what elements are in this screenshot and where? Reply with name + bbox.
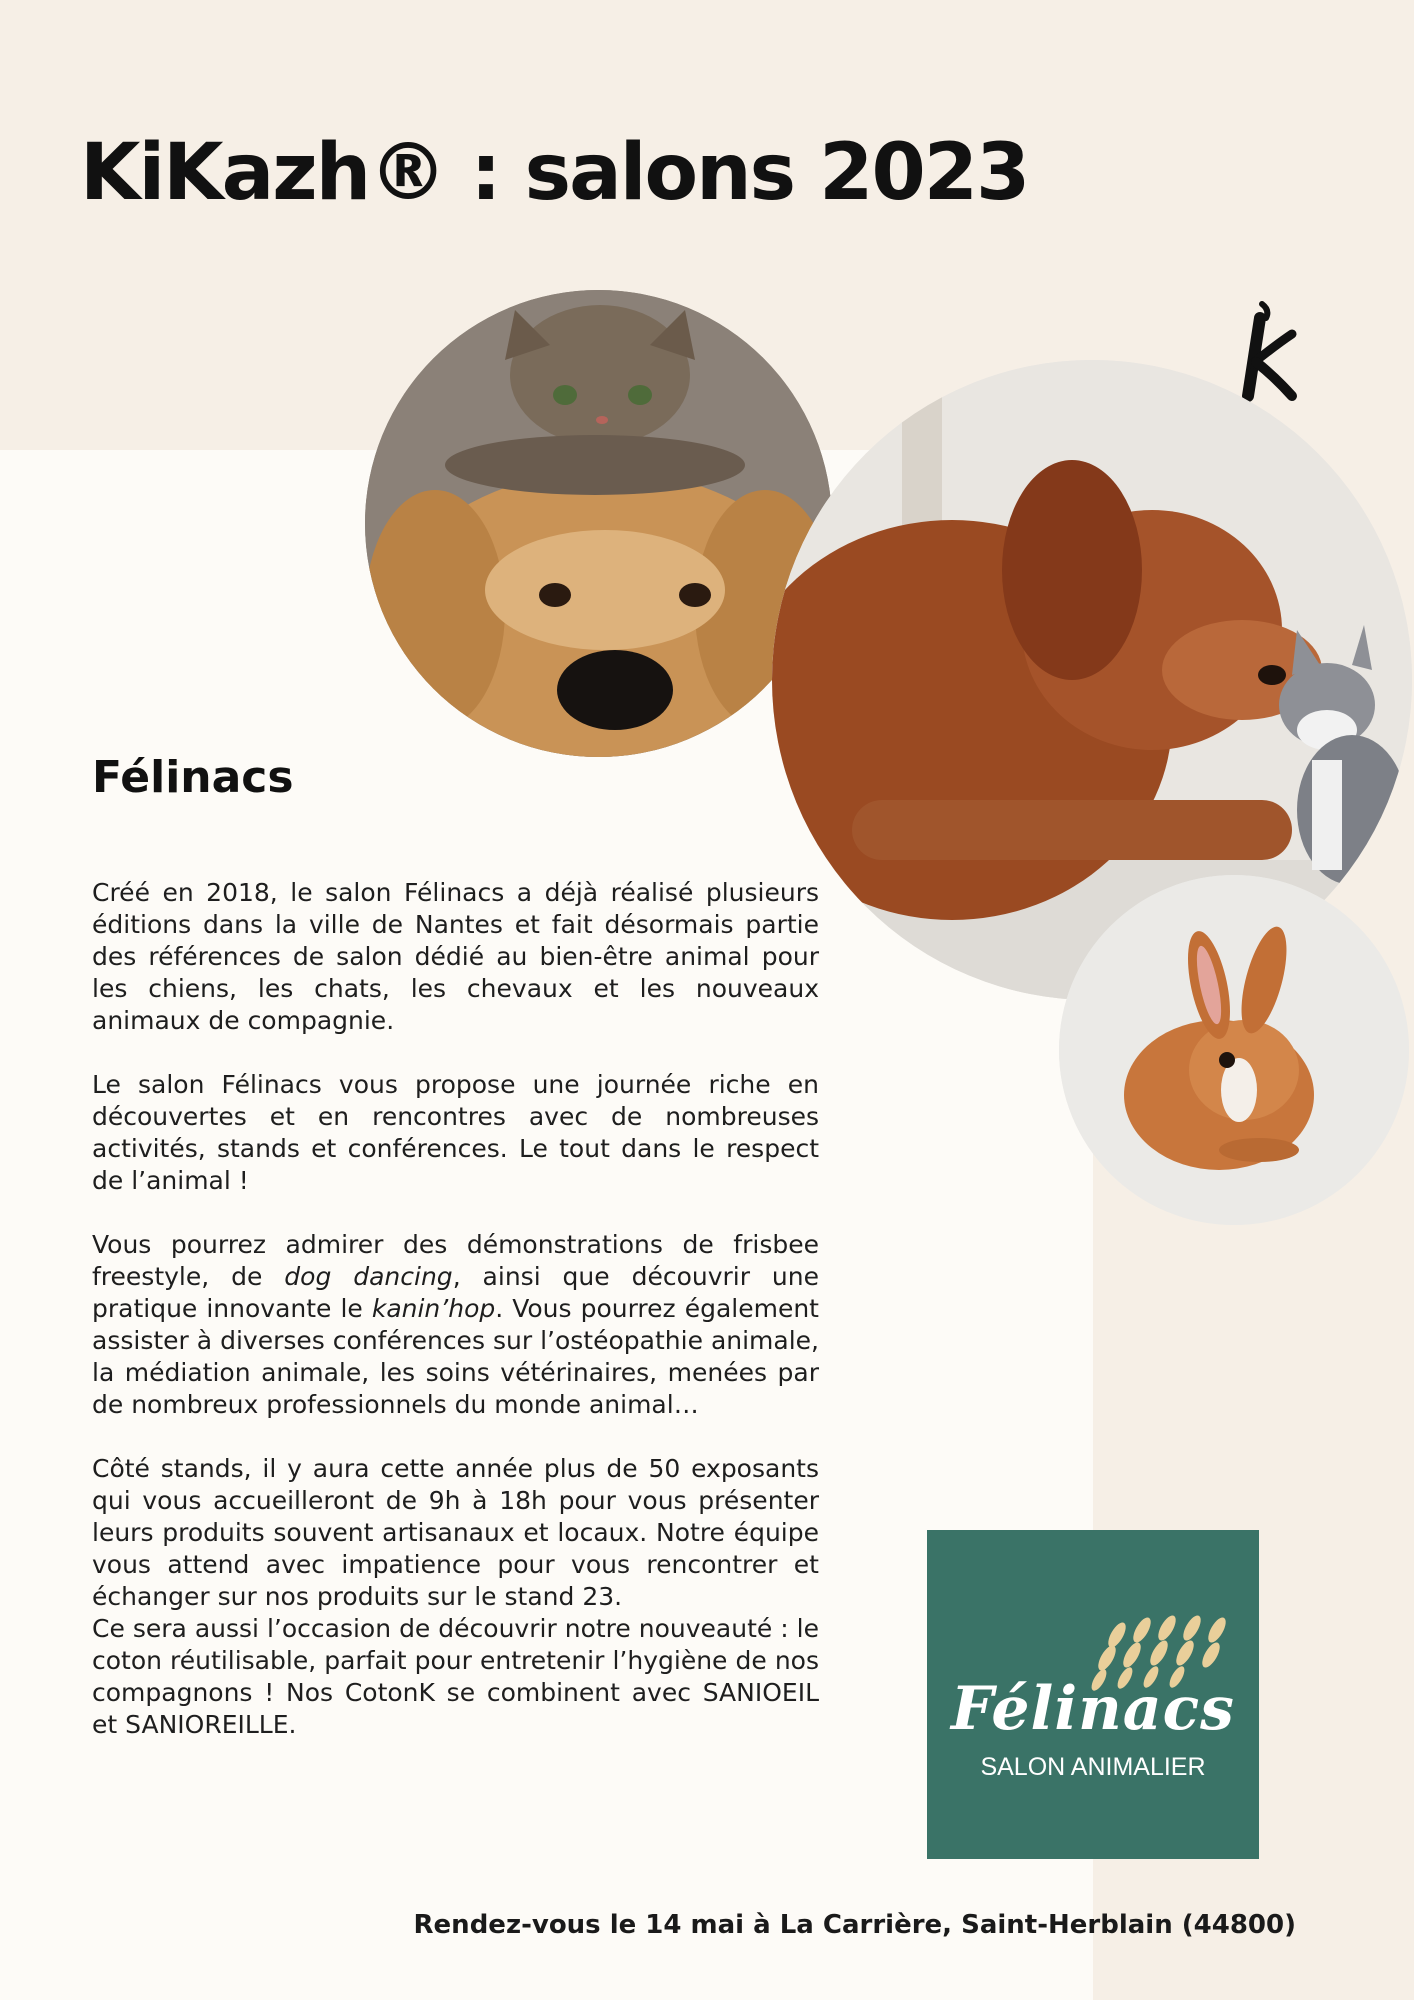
felinacs-logo xyxy=(927,1530,1259,1859)
text-span: Vous pourrez admirer des démonstrations de frisbee freestyle, de xyxy=(92,1230,819,1291)
paragraph-intro: Créé en 2018, le salon Félinacs a déjà réalisé plusieurs éditions dans la ville de Nantes et fait désormais partie des références de salon dédié au bien-être animal pour les chiens, les chats, les chevaux et les nouveaux animaux de compagnie. xyxy=(92,878,819,1035)
emphasis-text: dog dancing xyxy=(284,1262,453,1291)
paragraph-program: Le salon Félinacs vous propose une journée riche en découvertes et en rencontres avec de nombreuses activités, stands et conférences. Le tout dans le respect de l’animal ! xyxy=(92,1070,819,1195)
logo-subtitle: SALON ANIMALIER xyxy=(980,1753,1206,1781)
paragraph-stands: Côté stands, il y aura cette année plus de 50 exposants qui vous accueilleront de 9h à 18h pour vous présenter leurs produits souvent artisanaux et locaux. Notre équipe vous attend avec impatience pour vous rencontrer et échanger sur nos produits sur le stand 23. xyxy=(92,1454,819,1611)
text-span: . Vous pourrez également assister à diverses conférences sur l’ostéopathie animale, la médiation animale, les soins vétérinaires, menées par de nombreux professionnels du monde animal… xyxy=(92,1294,819,1419)
emphasis-text: kanin’hop xyxy=(371,1294,496,1323)
text-span: , ainsi que découvrir une pratique innovante le xyxy=(92,1262,819,1323)
logo-name: Félinacs xyxy=(951,1674,1235,1744)
rabbit-photo xyxy=(1059,875,1409,1225)
section-heading: Félinacs xyxy=(92,752,294,803)
page-title: KiKazh® : salons 2023 xyxy=(80,128,1029,218)
kitten-on-dog-photo xyxy=(365,290,832,757)
article-body xyxy=(92,877,819,1741)
paragraph-activities xyxy=(92,1229,819,1421)
event-date-location: Rendez-vous le 14 mai à La Carrière, Saint-Herblain (44800) xyxy=(413,1910,1296,1940)
paragraph-novelty: Ce sera aussi l’occasion de découvrir notre nouveauté : le coton réutilisable, parfait pour entretenir l’hygiène de nos compagnons ! Nos CotonK se combinent avec SANIOEIL et SANIOREILLE. xyxy=(92,1614,819,1739)
